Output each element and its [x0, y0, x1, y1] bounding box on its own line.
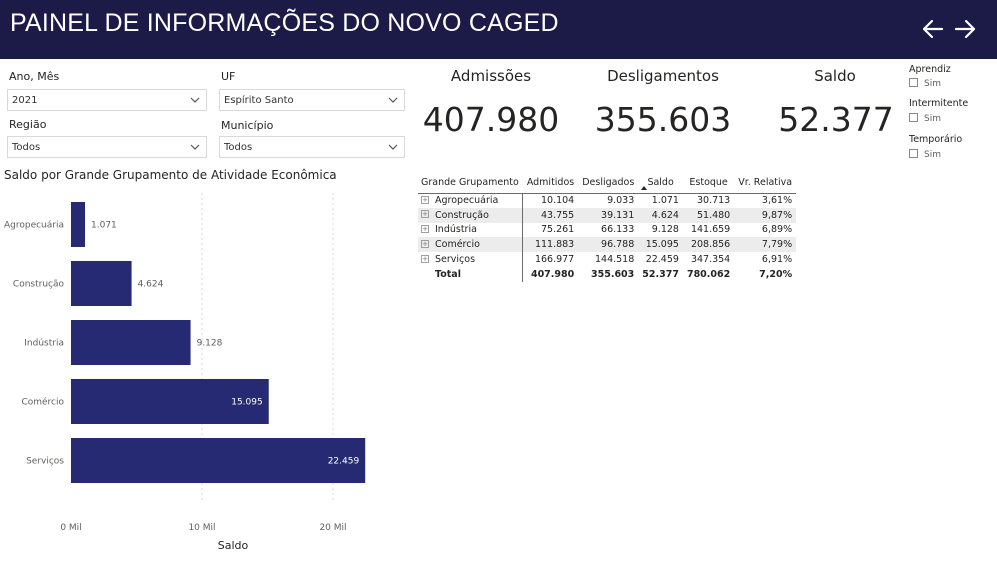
municipio-value: Todos [224, 142, 253, 153]
cell-saldo: 15.095 [638, 237, 683, 252]
chart-title: Saldo por Grande Grupamento de Atividade Econômica [4, 168, 337, 182]
filter-label-municipio: Município [221, 119, 274, 132]
row-category [418, 252, 523, 267]
checkbox-icon[interactable] [909, 149, 918, 158]
expand-plus-icon[interactable]: + [422, 224, 428, 233]
municipio-dropdown[interactable] [219, 136, 405, 158]
table-row [418, 223, 796, 238]
cell-vr-relativa: 6,91% [761, 254, 793, 266]
col-header-vr-relativa[interactable]: Vr. Relativa [734, 172, 796, 193]
ano-mes-value: 2021 [12, 95, 38, 106]
regiao-value: Todos [12, 142, 41, 153]
cell-admitidos: 111.883 [523, 237, 578, 252]
uf-dropdown[interactable] [219, 89, 405, 111]
ano-mes-dropdown[interactable] [7, 89, 207, 111]
table-row [418, 252, 796, 267]
x-tick-label: 0 Mil [60, 523, 82, 533]
filter-label-uf: UF [221, 70, 236, 83]
kpi-label-desligamentos: Desligamentos [607, 67, 719, 85]
chevron-down-icon [388, 143, 398, 151]
slicer-option-temporario[interactable] [909, 150, 941, 160]
total-desligados: 355.603 [591, 268, 635, 280]
x-tick-label: 10 Mil [188, 523, 216, 533]
slicer-title-temporario: Temporário [909, 134, 963, 145]
cell-admitidos: 43.755 [523, 208, 578, 223]
forward-arrow-icon[interactable] [952, 16, 978, 42]
chevron-down-icon [190, 143, 200, 151]
saldo-bar-chart [0, 185, 400, 555]
bar [71, 320, 191, 365]
table-row [418, 193, 796, 208]
sort-ascending-icon[interactable] [641, 186, 647, 190]
slicer-title-intermitente: Intermitente [909, 98, 969, 109]
kpi-label-saldo: Saldo [814, 67, 856, 85]
data-label: 9.128 [196, 338, 223, 349]
table-header-row [418, 172, 796, 193]
cell-saldo: 1.071 [651, 195, 679, 207]
table-row [418, 237, 796, 252]
total-admitidos: 407.980 [530, 268, 575, 280]
slicer-option-label: Sim [924, 114, 941, 124]
header-bar [0, 0, 997, 59]
cell-saldo: 4.624 [638, 208, 683, 223]
col-header-saldo[interactable]: Saldo [638, 172, 683, 193]
total-estoque: 780.062 [686, 268, 731, 280]
row-category [418, 223, 523, 238]
table-total-row [418, 267, 796, 282]
data-label: 22.459 [327, 456, 360, 467]
cell-vr-relativa: 9,87% [734, 208, 796, 223]
cell-admitidos: 75.261 [540, 224, 575, 236]
row-category [418, 237, 523, 252]
cell-desligados: 66.133 [601, 224, 635, 236]
bar [71, 261, 132, 306]
cell-vr-relativa: 6,89% [761, 224, 793, 236]
slicer-title-aprendiz: Aprendiz [909, 64, 951, 75]
x-axis-title: Saldo [217, 539, 249, 552]
slicer-option-label: Sim [924, 79, 941, 89]
data-label: 4.624 [137, 279, 164, 290]
col-header-desligados[interactable]: Desligados [578, 172, 638, 193]
chevron-down-icon [190, 96, 200, 104]
row-category [418, 208, 523, 223]
cell-vr-relativa: 7,79% [734, 237, 796, 252]
expand-plus-icon[interactable]: + [422, 254, 428, 263]
row-label: Agropecuária [435, 195, 499, 207]
slicer-option-intermitente[interactable] [909, 114, 941, 124]
cell-estoque: 30.713 [696, 195, 731, 207]
kpi-label-admissoes: Admissões [450, 67, 532, 85]
back-arrow-icon[interactable] [920, 16, 946, 42]
row-label: Comércio [435, 239, 480, 251]
kpi-value-desligamentos: 355.603 [594, 100, 732, 139]
category-label: Indústria [24, 338, 64, 349]
table-row [418, 208, 796, 223]
regiao-dropdown[interactable] [7, 136, 207, 158]
total-saldo: 52.377 [642, 268, 679, 280]
total-vr-relativa: 7,20% [759, 268, 793, 280]
cell-estoque: 141.659 [690, 224, 731, 236]
filter-label-regiao: Região [9, 118, 47, 131]
col-header-admitidos[interactable]: Admitidos [523, 172, 578, 193]
col-header-grupamento[interactable]: Grande Grupamento [418, 172, 523, 193]
bar [71, 438, 365, 483]
total-label: Total [418, 267, 523, 282]
page-title: PAINEL DE INFORMAÇÕES DO NOVO CAGED [10, 9, 559, 37]
cell-estoque: 51.480 [683, 208, 734, 223]
category-label: Agropecuária [3, 220, 64, 231]
category-label: Comércio [21, 397, 64, 408]
expand-plus-icon[interactable]: + [422, 239, 428, 248]
cell-desligados: 144.518 [594, 254, 635, 266]
category-label: Serviços [26, 456, 64, 467]
row-category [418, 193, 523, 208]
bar [71, 202, 85, 247]
chevron-down-icon [388, 96, 398, 104]
cell-saldo: 22.459 [645, 254, 679, 266]
kpi-value-saldo: 52.377 [778, 100, 894, 139]
cell-vr-relativa: 3,61% [761, 195, 793, 207]
x-tick-label: 20 Mil [319, 523, 347, 533]
row-label: Construção [435, 209, 489, 221]
row-label: Serviços [435, 254, 476, 266]
kpi-value-admissoes: 407.980 [422, 100, 560, 139]
matrix-table [418, 172, 796, 282]
cell-admitidos: 166.977 [534, 254, 575, 266]
cell-admitidos: 10.104 [540, 195, 575, 207]
cell-saldo: 9.128 [651, 224, 679, 236]
data-label: 15.095 [231, 397, 263, 408]
cell-desligados: 96.788 [578, 237, 638, 252]
category-label: Construção [12, 279, 64, 290]
uf-value: Espírito Santo [224, 95, 294, 106]
col-header-estoque[interactable]: Estoque [683, 172, 734, 193]
expand-plus-icon[interactable]: + [422, 195, 428, 204]
cell-desligados: 9.033 [607, 195, 635, 207]
cell-estoque: 347.354 [690, 254, 731, 266]
data-label: 1.071 [91, 220, 117, 231]
cell-estoque: 208.856 [683, 237, 734, 252]
checkbox-icon[interactable] [909, 78, 918, 87]
filter-label-ano-mes: Ano, Mês [9, 70, 60, 83]
row-label: Indústria [435, 224, 477, 236]
slicer-option-label: Sim [924, 150, 941, 160]
expand-plus-icon[interactable]: + [422, 210, 428, 219]
slicer-option-aprendiz[interactable] [909, 79, 941, 89]
checkbox-icon[interactable] [909, 113, 918, 122]
cell-desligados: 39.131 [578, 208, 638, 223]
